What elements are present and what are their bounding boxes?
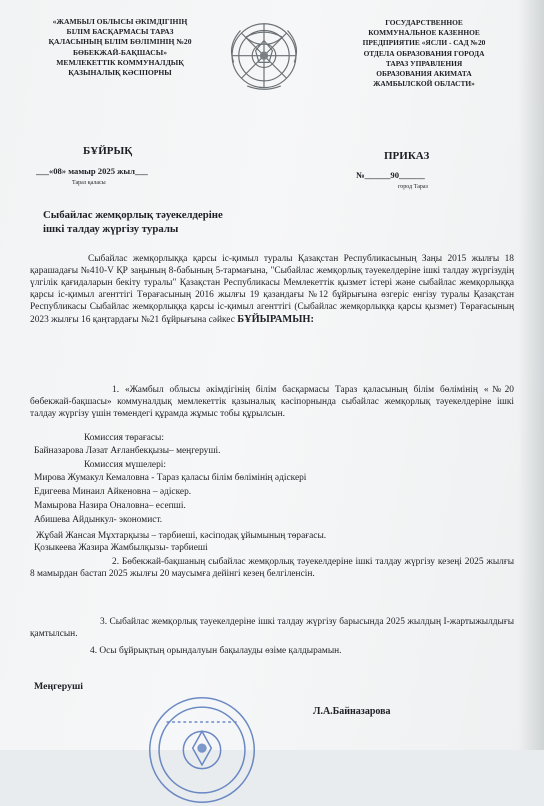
order-heading-ru: ПРИКАЗ: [384, 150, 430, 162]
header-right-line: ОБРАЗОВАНИЯ АКИМАТА: [376, 69, 472, 79]
preamble-text: Сыбайлас жемқорлыққа қарсы іс-қимыл туралы Қазақстан Республикасының Заңы 2015 жылғы 18 қарашадағы №410-V ҚР заңының 8-бабының 5-тармағына, "Сыбайлас жемқорлық тәуекелдеріне ішкі талдау жүргізудің үлгілік қағидаларын бекіту туралы" Қазақстан Республикасы Мемлекеттік қызмет істері және сыбайлас жемқорлыққа қарсы іс-қимыл агенттігі Төрағасының 2016 жылғы 19 қазандағы №12 бұйрығына өзгеріс енгізу туралы Қазақстан Республикасы Сыбайлас жемқорлыққа қарсы іс-қимыл агенттігі (Сыбайлас жемқорлыққа қарсы қызмет) Төрағасының 2023 жылғы 16 қаңтардағы №21 бұйрығына сәйкес: [30, 254, 514, 325]
state-emblem-icon: [222, 12, 306, 96]
title-line: Сыбайлас жемқорлық тәуекелдеріне: [43, 209, 223, 221]
order-date: ___«08» мамыр 2025 жыл___: [36, 166, 148, 176]
member-item: Едигеева Минаил Айкеновна – әдіскер.: [34, 487, 192, 497]
member-item: Мирова Жумакул Кемаловна - Тараз қаласы білім бөлімінің әдіскері: [34, 473, 307, 483]
item-3: 3. Сыбайлас жемқорлық тәуекелдеріне ішкі талдау жүргізу барысында 2025 жылдың І-жартыжылдығы қамтылсын.: [30, 617, 514, 639]
document-title: [43, 208, 223, 236]
header-right-line: ОТДЕЛА ОБРАЗОВАНИЯ ГОРОДА: [363, 48, 485, 58]
header-left-line: БӨБЕКЖАЙ-БАҚШАСЫ»: [72, 47, 168, 57]
order-number: №______90______: [356, 170, 425, 180]
commission-members-label: Комиссия мүшелері:: [84, 460, 166, 470]
header-left-line: ҚАЗЫНАЛЫҚ КӘСІПОРНЫ: [68, 68, 172, 78]
order-heading-kz: БҰЙРЫҚ: [83, 145, 133, 157]
title-line: ішкі талдау жүргізу туралы: [43, 223, 179, 235]
header-right-line: КОММУНАЛЬНОЕ КАЗЕННОЕ: [368, 28, 480, 38]
official-seal-icon: [146, 694, 258, 806]
commission-chair: Байназарова Ләзат Ағланбекқызы– меңгеруші.: [34, 446, 221, 456]
preamble-paragraph: [30, 254, 514, 326]
header-left-line: БІЛІМ БАСҚАРМАСЫ ТАРАЗ: [66, 27, 174, 37]
header-left-line: МЕМЛЕКЕТТІК КОММУНАЛДЫҚ: [56, 57, 184, 67]
page-edge-shadow: [518, 0, 544, 750]
member-item: Мамырова Назира Оналовна– есепші.: [34, 501, 186, 511]
signer-title: Меңгеруші: [34, 681, 83, 692]
member-item: Жұбай Жансая Мұхтарқызы – тәрбиеші, кәсіподақ ұйымының төрағасы.: [36, 531, 327, 541]
header-right: [334, 18, 514, 89]
header-left-line: «ЖАМБЫЛ ОБЛЫСЫ ӘКІМДІГІНІҢ: [52, 17, 188, 26]
header-right-line: ПРЕДПРИЯТИЕ «ЯСЛИ - САД №20: [362, 38, 486, 48]
member-item: Абишева Айдынкул- экономист.: [34, 515, 163, 525]
header-right-line: ТАРАЗ УПРАВЛЕНИЯ: [385, 58, 463, 68]
header-left: [30, 17, 210, 78]
header-right-line: ЖАМБЫЛСКОЙ ОБЛАСТИ»: [373, 79, 475, 89]
city-ru: город Тараз: [398, 184, 428, 190]
item-1: 1. «Жамбыл облысы әкімдігінің білім басқармасы Тараз қаласының білім бөлімінің «№20 бөбекжай-бақшасы» коммуналдық мемлекеттік қазыналық кәсіпорнында сыбайлас жемқорлық тәуекелдеріне ішкі талдау жүргізу үшін төмендегі құрамда жұмыс тобы құрылсын.: [30, 385, 514, 419]
city-kz: Тараз қаласы: [72, 180, 106, 186]
signer-name: Л.А.Байназарова: [313, 706, 391, 717]
header-left-line: ҚАЛАСЫНЫҢ БІЛІМ БӨЛІМІНІҢ №20: [48, 37, 192, 47]
item-4: 4. Осы бұйрықтың орындалуын бақылауды өзіме қалдырамын.: [90, 646, 342, 656]
order-word: БҰЙЫРАМЫН:: [237, 313, 314, 325]
member-item: Қозыкеева Жазира Жамбылқызы- тәрбиеші: [34, 543, 208, 553]
header-right-line: ГОСУДАРСТВЕННОЕ: [385, 18, 463, 27]
item-2: 2. Бөбекжай-бақшаның сыбайлас жемқорлық тәуекелдеріне ішкі талдау жүргізу кезеңі 2025 жылғы 8 мамырдан бастап 2025 жылғы 20 маусымға дейінгі кезең белгіленсін.: [30, 557, 514, 579]
commission-chair-label: Комиссия төрағасы:: [84, 433, 164, 443]
